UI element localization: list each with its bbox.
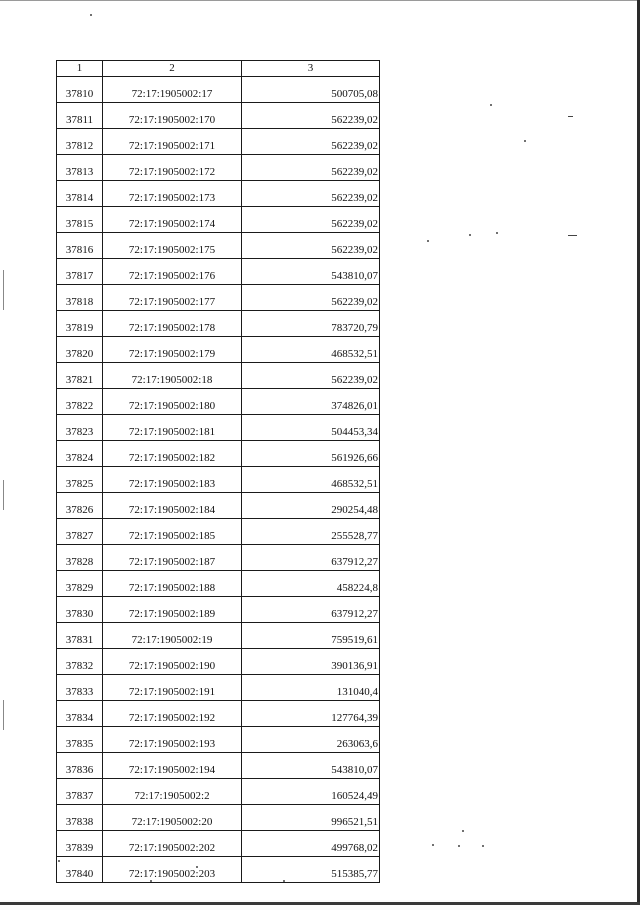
cadastral-number-cell: 72:17:1905002:191 xyxy=(103,675,242,701)
cadastral-value-cell: 458224,8 xyxy=(242,571,380,597)
header-col-1: 1 xyxy=(57,61,103,77)
scan-speck xyxy=(283,880,285,882)
cadastral-value-cell: 515385,77 xyxy=(242,857,380,883)
row-number-cell: 37813 xyxy=(57,155,103,181)
table-row xyxy=(57,571,380,597)
cadastral-number-cell: 72:17:1905002:176 xyxy=(103,259,242,285)
table-header-row xyxy=(57,61,380,77)
cadastral-value-cell: 562239,02 xyxy=(242,155,380,181)
cadastral-value-cell: 263063,6 xyxy=(242,727,380,753)
cadastral-value-cell: 759519,61 xyxy=(242,623,380,649)
scan-speck xyxy=(462,830,464,832)
table-row xyxy=(57,441,380,467)
scan-speck xyxy=(3,270,4,310)
row-number-cell: 37832 xyxy=(57,649,103,675)
row-number-cell: 37824 xyxy=(57,441,103,467)
table-row xyxy=(57,519,380,545)
cadastral-value-cell: 131040,4 xyxy=(242,675,380,701)
row-number-cell: 37816 xyxy=(57,233,103,259)
cadastral-value-cell: 160524,49 xyxy=(242,779,380,805)
table-row xyxy=(57,545,380,571)
table-row xyxy=(57,103,380,129)
cadastral-value-cell: 468532,51 xyxy=(242,467,380,493)
row-number-cell: 37840 xyxy=(57,857,103,883)
table-row xyxy=(57,779,380,805)
table-row xyxy=(57,233,380,259)
cadastral-number-cell: 72:17:1905002:17 xyxy=(103,77,242,103)
cadastral-value-cell: 562239,02 xyxy=(242,233,380,259)
cadastral-number-cell: 72:17:1905002:203 xyxy=(103,857,242,883)
scan-speck xyxy=(58,860,60,862)
cadastral-number-cell: 72:17:1905002:194 xyxy=(103,753,242,779)
cadastral-number-cell: 72:17:1905002:19 xyxy=(103,623,242,649)
row-number-cell: 37817 xyxy=(57,259,103,285)
row-number-cell: 37834 xyxy=(57,701,103,727)
row-number-cell: 37838 xyxy=(57,805,103,831)
row-number-cell: 37818 xyxy=(57,285,103,311)
row-number-cell: 37814 xyxy=(57,181,103,207)
table-row xyxy=(57,389,380,415)
cadastral-number-cell: 72:17:1905002:187 xyxy=(103,545,242,571)
cadastral-value-cell: 390136,91 xyxy=(242,649,380,675)
table-row xyxy=(57,77,380,103)
cadastral-value-cell: 290254,48 xyxy=(242,493,380,519)
cadastral-value-cell: 562239,02 xyxy=(242,207,380,233)
table-row xyxy=(57,675,380,701)
table-row xyxy=(57,753,380,779)
row-number-cell: 37823 xyxy=(57,415,103,441)
table-row xyxy=(57,701,380,727)
table-row xyxy=(57,181,380,207)
cadastral-number-cell: 72:17:1905002:193 xyxy=(103,727,242,753)
row-number-cell: 37829 xyxy=(57,571,103,597)
table-body xyxy=(57,61,380,883)
cadastral-value-table xyxy=(56,60,380,883)
cadastral-value-cell: 637912,27 xyxy=(242,597,380,623)
table-row xyxy=(57,467,380,493)
table-row xyxy=(57,259,380,285)
row-number-cell: 37812 xyxy=(57,129,103,155)
cadastral-value-cell: 561926,66 xyxy=(242,441,380,467)
table-row xyxy=(57,285,380,311)
scan-speck xyxy=(458,845,460,847)
row-number-cell: 37810 xyxy=(57,77,103,103)
row-number-cell: 37820 xyxy=(57,337,103,363)
cadastral-value-cell: 562239,02 xyxy=(242,363,380,389)
cadastral-value-cell: 543810,07 xyxy=(242,259,380,285)
cadastral-number-cell: 72:17:1905002:183 xyxy=(103,467,242,493)
row-number-cell: 37835 xyxy=(57,727,103,753)
cadastral-number-cell: 72:17:1905002:179 xyxy=(103,337,242,363)
cadastral-number-cell: 72:17:1905002:170 xyxy=(103,103,242,129)
cadastral-number-cell: 72:17:1905002:188 xyxy=(103,571,242,597)
row-number-cell: 37825 xyxy=(57,467,103,493)
table-row xyxy=(57,311,380,337)
cadastral-value-cell: 562239,02 xyxy=(242,129,380,155)
cadastral-value-cell: 562239,02 xyxy=(242,103,380,129)
cadastral-value-cell: 562239,02 xyxy=(242,181,380,207)
row-number-cell: 37811 xyxy=(57,103,103,129)
row-number-cell: 37833 xyxy=(57,675,103,701)
cadastral-number-cell: 72:17:1905002:178 xyxy=(103,311,242,337)
scan-speck xyxy=(196,866,198,868)
cadastral-number-cell: 72:17:1905002:202 xyxy=(103,831,242,857)
scan-speck xyxy=(482,845,484,847)
table-row xyxy=(57,155,380,181)
table-row xyxy=(57,831,380,857)
table-row xyxy=(57,623,380,649)
scan-speck xyxy=(568,235,577,236)
cadastral-number-cell: 72:17:1905002:182 xyxy=(103,441,242,467)
scan-speck xyxy=(490,104,492,106)
cadastral-number-cell: 72:17:1905002:175 xyxy=(103,233,242,259)
cadastral-value-cell: 562239,02 xyxy=(242,285,380,311)
scan-speck xyxy=(568,116,573,117)
cadastral-value-cell: 127764,39 xyxy=(242,701,380,727)
table-row xyxy=(57,129,380,155)
row-number-cell: 37822 xyxy=(57,389,103,415)
scan-speck xyxy=(3,700,4,730)
header-col-3: 3 xyxy=(242,61,380,77)
scan-speck xyxy=(3,480,4,510)
cadastral-number-cell: 72:17:1905002:172 xyxy=(103,155,242,181)
cadastral-number-cell: 72:17:1905002:2 xyxy=(103,779,242,805)
row-number-cell: 37837 xyxy=(57,779,103,805)
cadastral-value-cell: 783720,79 xyxy=(242,311,380,337)
table-row xyxy=(57,493,380,519)
scan-speck xyxy=(496,232,498,234)
cadastral-value-cell: 468532,51 xyxy=(242,337,380,363)
cadastral-number-cell: 72:17:1905002:171 xyxy=(103,129,242,155)
table-row xyxy=(57,207,380,233)
row-number-cell: 37831 xyxy=(57,623,103,649)
cadastral-value-cell: 374826,01 xyxy=(242,389,380,415)
cadastral-number-cell: 72:17:1905002:190 xyxy=(103,649,242,675)
table-row xyxy=(57,857,380,883)
cadastral-number-cell: 72:17:1905002:192 xyxy=(103,701,242,727)
row-number-cell: 37815 xyxy=(57,207,103,233)
scan-top-edge xyxy=(0,0,640,1)
row-number-cell: 37826 xyxy=(57,493,103,519)
row-number-cell: 37836 xyxy=(57,753,103,779)
scan-speck xyxy=(524,140,526,142)
scan-speck xyxy=(90,14,92,16)
cadastral-number-cell: 72:17:1905002:173 xyxy=(103,181,242,207)
cadastral-number-cell: 72:17:1905002:174 xyxy=(103,207,242,233)
cadastral-value-cell: 543810,07 xyxy=(242,753,380,779)
cadastral-number-cell: 72:17:1905002:181 xyxy=(103,415,242,441)
row-number-cell: 37830 xyxy=(57,597,103,623)
scan-speck xyxy=(432,844,434,846)
cadastral-value-cell: 637912,27 xyxy=(242,545,380,571)
table-row xyxy=(57,805,380,831)
table-row xyxy=(57,649,380,675)
cadastral-value-cell: 504453,34 xyxy=(242,415,380,441)
cadastral-number-cell: 72:17:1905002:177 xyxy=(103,285,242,311)
cadastral-value-cell: 499768,02 xyxy=(242,831,380,857)
scan-speck xyxy=(427,240,429,242)
cadastral-number-cell: 72:17:1905002:180 xyxy=(103,389,242,415)
scan-speck xyxy=(150,880,152,882)
table-row xyxy=(57,597,380,623)
row-number-cell: 37821 xyxy=(57,363,103,389)
row-number-cell: 37839 xyxy=(57,831,103,857)
cadastral-number-cell: 72:17:1905002:184 xyxy=(103,493,242,519)
row-number-cell: 37827 xyxy=(57,519,103,545)
scan-speck xyxy=(469,234,471,236)
row-number-cell: 37828 xyxy=(57,545,103,571)
table-row xyxy=(57,727,380,753)
table-row xyxy=(57,415,380,441)
table-row xyxy=(57,337,380,363)
cadastral-number-cell: 72:17:1905002:20 xyxy=(103,805,242,831)
cadastral-number-cell: 72:17:1905002:189 xyxy=(103,597,242,623)
cadastral-value-cell: 996521,51 xyxy=(242,805,380,831)
cadastral-value-cell: 500705,08 xyxy=(242,77,380,103)
row-number-cell: 37819 xyxy=(57,311,103,337)
table-row xyxy=(57,363,380,389)
cadastral-number-cell: 72:17:1905002:18 xyxy=(103,363,242,389)
header-col-2: 2 xyxy=(103,61,242,77)
cadastral-number-cell: 72:17:1905002:185 xyxy=(103,519,242,545)
cadastral-value-cell: 255528,77 xyxy=(242,519,380,545)
